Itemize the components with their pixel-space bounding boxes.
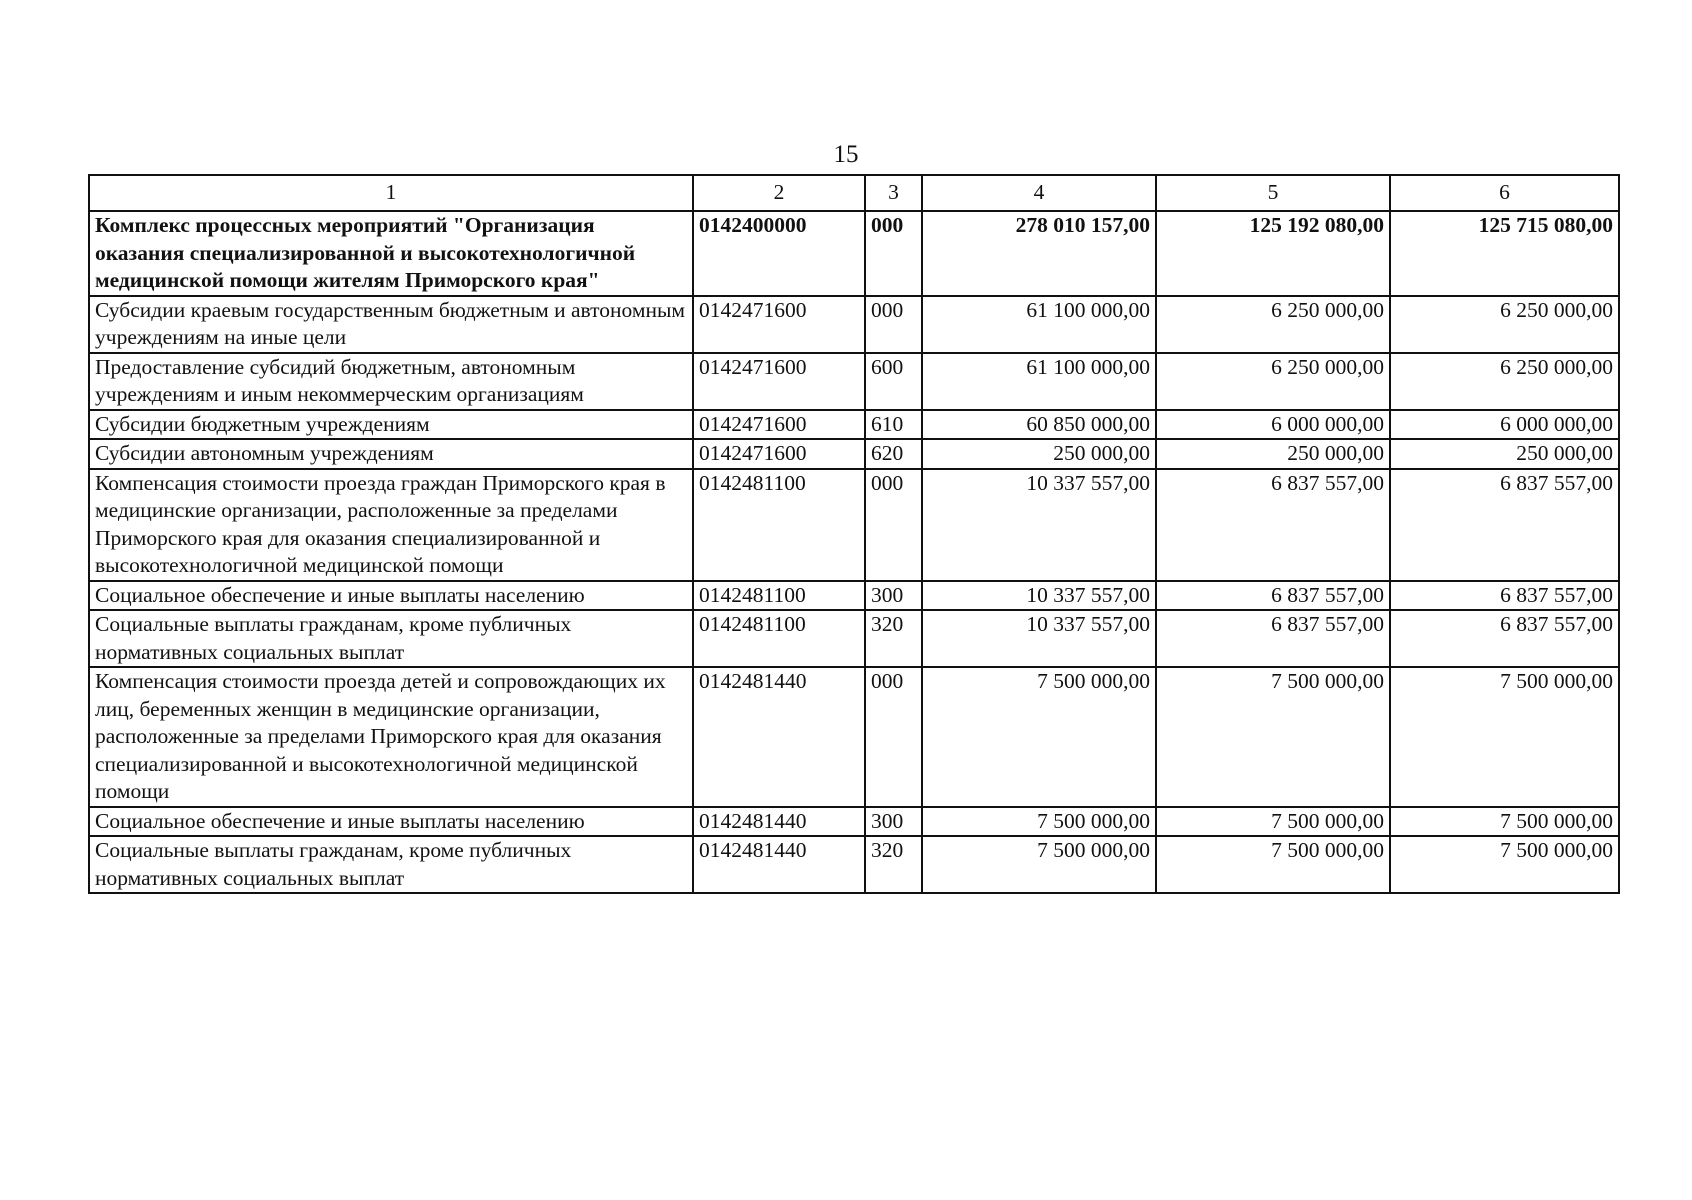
row-amount-6: 250 000,00 bbox=[1390, 439, 1619, 469]
row-amount-5: 7 500 000,00 bbox=[1156, 836, 1390, 893]
row-code: 0142481440 bbox=[693, 667, 865, 807]
row-code: 0142481440 bbox=[693, 836, 865, 893]
page-number: 15 bbox=[833, 141, 859, 168]
header-col-5: 5 bbox=[1156, 175, 1390, 211]
row-kind: 000 bbox=[865, 296, 922, 353]
row-amount-4: 7 500 000,00 bbox=[922, 667, 1156, 807]
row-kind: 300 bbox=[865, 581, 922, 611]
row-amount-5: 7 500 000,00 bbox=[1156, 667, 1390, 807]
row-code: 0142471600 bbox=[693, 410, 865, 440]
row-amount-6: 6 837 557,00 bbox=[1390, 581, 1619, 611]
row-code: 0142471600 bbox=[693, 353, 865, 410]
row-name: Социальные выплаты гражданам, кроме публичных нормативных социальных выплат bbox=[89, 836, 693, 893]
header-row bbox=[89, 175, 1619, 211]
row-amount-6: 7 500 000,00 bbox=[1390, 807, 1619, 837]
row-code: 0142471600 bbox=[693, 296, 865, 353]
row-name: Субсидии краевым государственным бюджетным и автономным учреждениям на иные цели bbox=[89, 296, 693, 353]
table-row bbox=[89, 296, 1619, 353]
table-header bbox=[89, 175, 1619, 211]
row-kind: 300 bbox=[865, 807, 922, 837]
row-name: Субсидии автономным учреждениям bbox=[89, 439, 693, 469]
row-name: Предоставление субсидий бюджетным, автономным учреждениям и иным некоммерческим организациям bbox=[89, 353, 693, 410]
row-kind: 620 bbox=[865, 439, 922, 469]
row-amount-6: 7 500 000,00 bbox=[1390, 667, 1619, 807]
row-kind: 000 bbox=[865, 667, 922, 807]
header-col-3: 3 bbox=[865, 175, 922, 211]
header-col-4: 4 bbox=[922, 175, 1156, 211]
row-code: 0142481440 bbox=[693, 807, 865, 837]
row-kind: 320 bbox=[865, 836, 922, 893]
row-amount-5: 6 837 557,00 bbox=[1156, 610, 1390, 667]
table-row bbox=[89, 469, 1619, 581]
row-amount-5: 6 250 000,00 bbox=[1156, 296, 1390, 353]
row-code: 0142481100 bbox=[693, 610, 865, 667]
row-amount-4: 10 337 557,00 bbox=[922, 469, 1156, 581]
table-row bbox=[89, 807, 1619, 837]
row-amount-4: 7 500 000,00 bbox=[922, 836, 1156, 893]
row-amount-5: 6 837 557,00 bbox=[1156, 581, 1390, 611]
row-name: Субсидии бюджетным учреждениям bbox=[89, 410, 693, 440]
row-amount-5: 7 500 000,00 bbox=[1156, 807, 1390, 837]
row-name: Социальные выплаты гражданам, кроме публичных нормативных социальных выплат bbox=[89, 610, 693, 667]
row-code: 0142471600 bbox=[693, 439, 865, 469]
row-name: Компенсация стоимости проезда детей и сопровождающих их лиц, беременных женщин в медицинские организации, расположенные за пределами Приморского края для оказания специализированной и высокотехнологичной медицинской помощи bbox=[89, 667, 693, 807]
budget-table bbox=[88, 174, 1620, 894]
table-row bbox=[89, 581, 1619, 611]
row-amount-6: 7 500 000,00 bbox=[1390, 836, 1619, 893]
row-name: Социальное обеспечение и иные выплаты населению bbox=[89, 581, 693, 611]
row-code: 0142481100 bbox=[693, 581, 865, 611]
row-amount-4: 278 010 157,00 bbox=[922, 211, 1156, 296]
row-amount-6: 6 000 000,00 bbox=[1390, 410, 1619, 440]
table-row bbox=[89, 410, 1619, 440]
row-amount-4: 10 337 557,00 bbox=[922, 610, 1156, 667]
row-name: Социальное обеспечение и иные выплаты населению bbox=[89, 807, 693, 837]
row-amount-4: 10 337 557,00 bbox=[922, 581, 1156, 611]
row-name: Компенсация стоимости проезда граждан Приморского края в медицинские организации, расположенные за пределами Приморского края для оказания специализированной и высокотехнологичной медицинской помощи bbox=[89, 469, 693, 581]
row-amount-5: 250 000,00 bbox=[1156, 439, 1390, 469]
row-amount-4: 61 100 000,00 bbox=[922, 353, 1156, 410]
header-col-6: 6 bbox=[1390, 175, 1619, 211]
table-row bbox=[89, 667, 1619, 807]
table-row bbox=[89, 211, 1619, 296]
header-col-1: 1 bbox=[89, 175, 693, 211]
row-kind: 610 bbox=[865, 410, 922, 440]
row-amount-4: 61 100 000,00 bbox=[922, 296, 1156, 353]
row-amount-6: 6 837 557,00 bbox=[1390, 610, 1619, 667]
row-code: 0142481100 bbox=[693, 469, 865, 581]
row-kind: 600 bbox=[865, 353, 922, 410]
row-amount-5: 6 837 557,00 bbox=[1156, 469, 1390, 581]
row-amount-6: 6 837 557,00 bbox=[1390, 469, 1619, 581]
table-row bbox=[89, 353, 1619, 410]
row-amount-5: 6 250 000,00 bbox=[1156, 353, 1390, 410]
row-amount-4: 7 500 000,00 bbox=[922, 807, 1156, 837]
row-amount-6: 6 250 000,00 bbox=[1390, 296, 1619, 353]
row-amount-5: 6 000 000,00 bbox=[1156, 410, 1390, 440]
row-kind: 000 bbox=[865, 211, 922, 296]
row-amount-6: 125 715 080,00 bbox=[1390, 211, 1619, 296]
header-col-2: 2 bbox=[693, 175, 865, 211]
row-kind: 320 bbox=[865, 610, 922, 667]
row-amount-4: 60 850 000,00 bbox=[922, 410, 1156, 440]
row-amount-4: 250 000,00 bbox=[922, 439, 1156, 469]
row-amount-5: 125 192 080,00 bbox=[1156, 211, 1390, 296]
row-name: Комплекс процессных мероприятий "Организация оказания специализированной и высокотехнологичной медицинской помощи жителям Приморского края" bbox=[89, 211, 693, 296]
row-amount-6: 6 250 000,00 bbox=[1390, 353, 1619, 410]
row-kind: 000 bbox=[865, 469, 922, 581]
table-row bbox=[89, 610, 1619, 667]
table-row bbox=[89, 439, 1619, 469]
row-code: 0142400000 bbox=[693, 211, 865, 296]
table-row bbox=[89, 836, 1619, 893]
table-body bbox=[89, 211, 1619, 893]
